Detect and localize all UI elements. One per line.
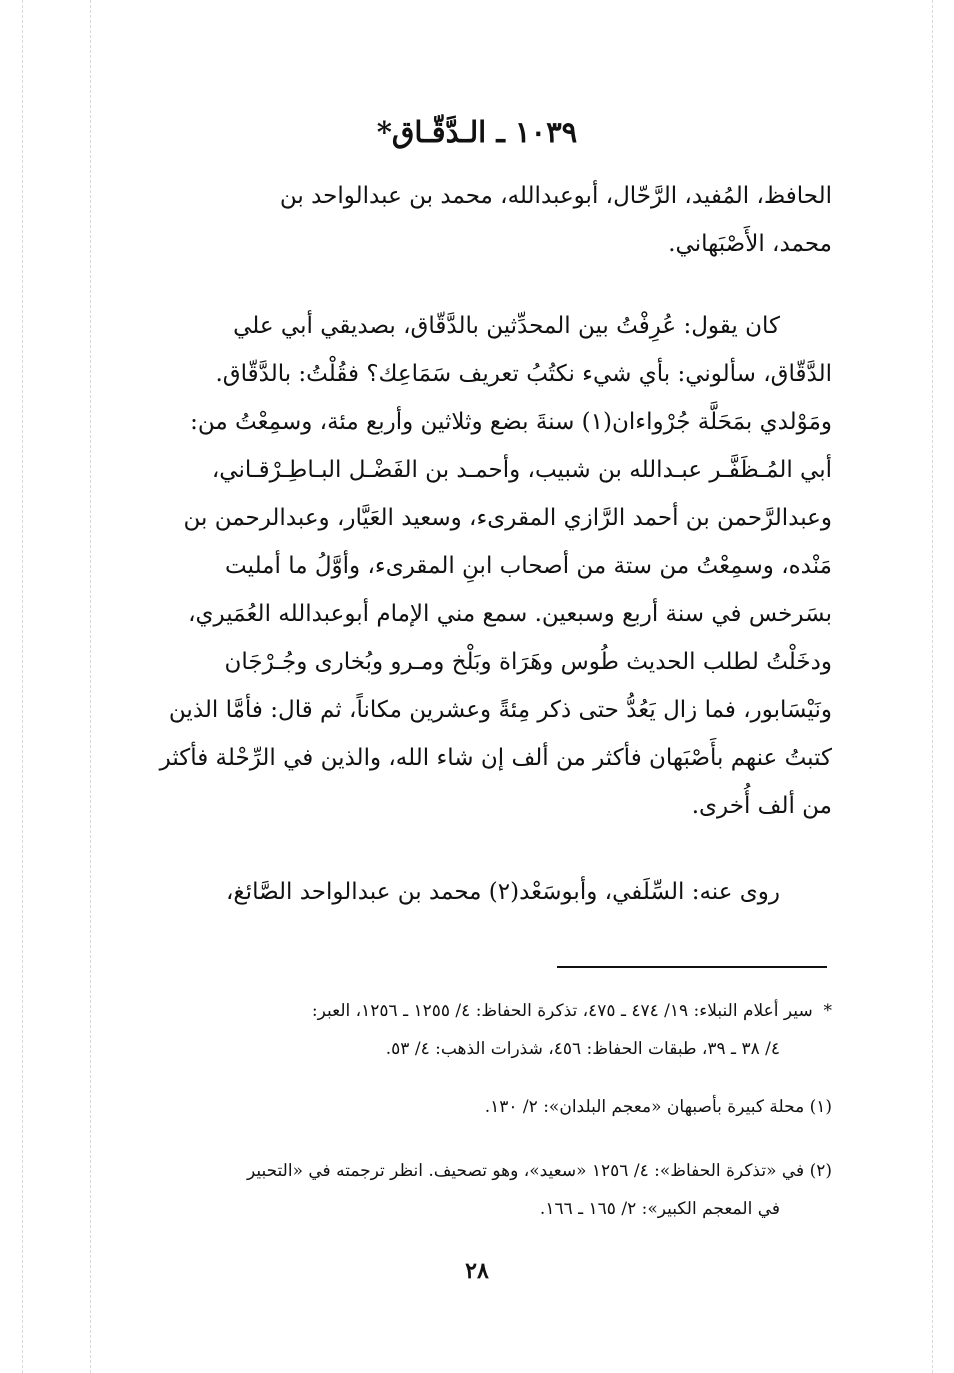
text-line: كتبتُ عنهم بأَصْبَهان فأكثر من ألف إن شاء الله، والذين في الرِّحْلة فأكثر (159, 745, 832, 771)
text-line: وعبدالرَّحمن بن أحمد الرَّازي المقرىء، وسعيد العَيَّار، وعبدالرحمن بن (183, 505, 832, 531)
page-number: ٢٨ (465, 1258, 489, 1284)
footnote-sources (124, 992, 832, 1068)
text-line: روى عنه: السِّلَفي، وأبوسَعْد(٢) محمد بن عبدالواحد الصَّائغ، (226, 879, 780, 905)
text-line: بسَرخس في سنة أربع وسبعين. سمع مني الإمام أبوعبدالله العُمَيري، (188, 601, 832, 627)
footnote-line: ٤/ ٣٨ ـ ٣٩، طبقات الحفاظ: ٤٥٦، شذرات الذهب: ٤/ ٥٣. (385, 1039, 780, 1059)
footnote-separator (557, 966, 827, 968)
paragraph-biography (124, 302, 832, 830)
footnote-text: في «تذكرة الحفاظ»: ٤/ ١٢٥٦ «سعيد»، وهو تصحيف. انظر ترجمته في «التحبير (246, 1161, 805, 1181)
footnote-text: محلة كبيرة بأصبهان «معجم البلدان»: ٢/ ١٣٠. (484, 1097, 805, 1117)
text-line: مَنْده، وسمِعْتُ من ستة من أصحاب ابنِ المقرىء، وأوَّلُ ما أمليت (225, 553, 832, 579)
text-line: كان يقول: عُرِفْتُ بين المحدِّثين بالدَّقّاق، بصديقي أبي علي (233, 313, 780, 339)
text-line: من ألف أُخرى. (691, 793, 832, 819)
footnote-marker: (٢) (809, 1161, 832, 1181)
text-line: ودخَلْتُ لطلب الحديث طُوس وهَرَاة وبَلْخ ومـرو وبُخارى وجُـرْجَان (224, 649, 832, 675)
footnote-marker: (١) (809, 1097, 832, 1117)
footnote-2 (124, 1152, 832, 1228)
footnote-line: في المعجم الكبير»: ٢/ ١٦٥ ـ ١٦٦. (539, 1199, 780, 1219)
text-line: أبي المُـظَفَّـر عبـدالله بن شبيب، وأحمـد بن الفَضْـل البـاطِـرْقـاني، (211, 457, 832, 483)
paragraph-narrators (124, 868, 832, 916)
entry-title: ١٠٣٩ ـ الـدَّقّـاق* (376, 115, 578, 149)
footnote-line (124, 1152, 832, 1190)
paragraph-intro (124, 172, 832, 268)
text-line: الدَّقّاق، سألوني: بأي شيء نكتُبُ تعريف سَمَاعِك؟ فقُلْتُ: بالدَّقّاق. (215, 361, 832, 387)
text-line: ونَيْسَابور، فما زال يَعُدُّ حتى ذكر مِئةً وعشرين مكاناً، ثم قال: فأمَّا الذين (168, 697, 832, 723)
footnote-marker: * (823, 1001, 832, 1021)
text-line: محمد، الأَصْبَهاني. (668, 231, 832, 257)
footnote-text: سير أعلام النبلاء: ١٩/ ٤٧٤ ـ ٤٧٥، تذكرة الحفاظ: ٤/ ١٢٥٥ ـ ١٢٥٦، العبر: (311, 1001, 813, 1021)
footnote-1 (124, 1088, 832, 1126)
footnote-line (124, 1088, 832, 1126)
scan-guide-line (22, 0, 23, 1373)
scan-guide-line (932, 0, 933, 1373)
footnote-line (124, 992, 832, 1030)
text-line: ومَوْلدي بمَحَلَّة جُرْواءان(١) سنةَ بضع وثلاثين وأربع مئة، وسمِعْتُ من: (190, 409, 832, 435)
text-line: الحافظ، المُفيد، الرَّحّال، أبوعبدالله، محمد بن عبدالواحد بن (279, 183, 832, 209)
scan-guide-line (90, 0, 91, 1373)
